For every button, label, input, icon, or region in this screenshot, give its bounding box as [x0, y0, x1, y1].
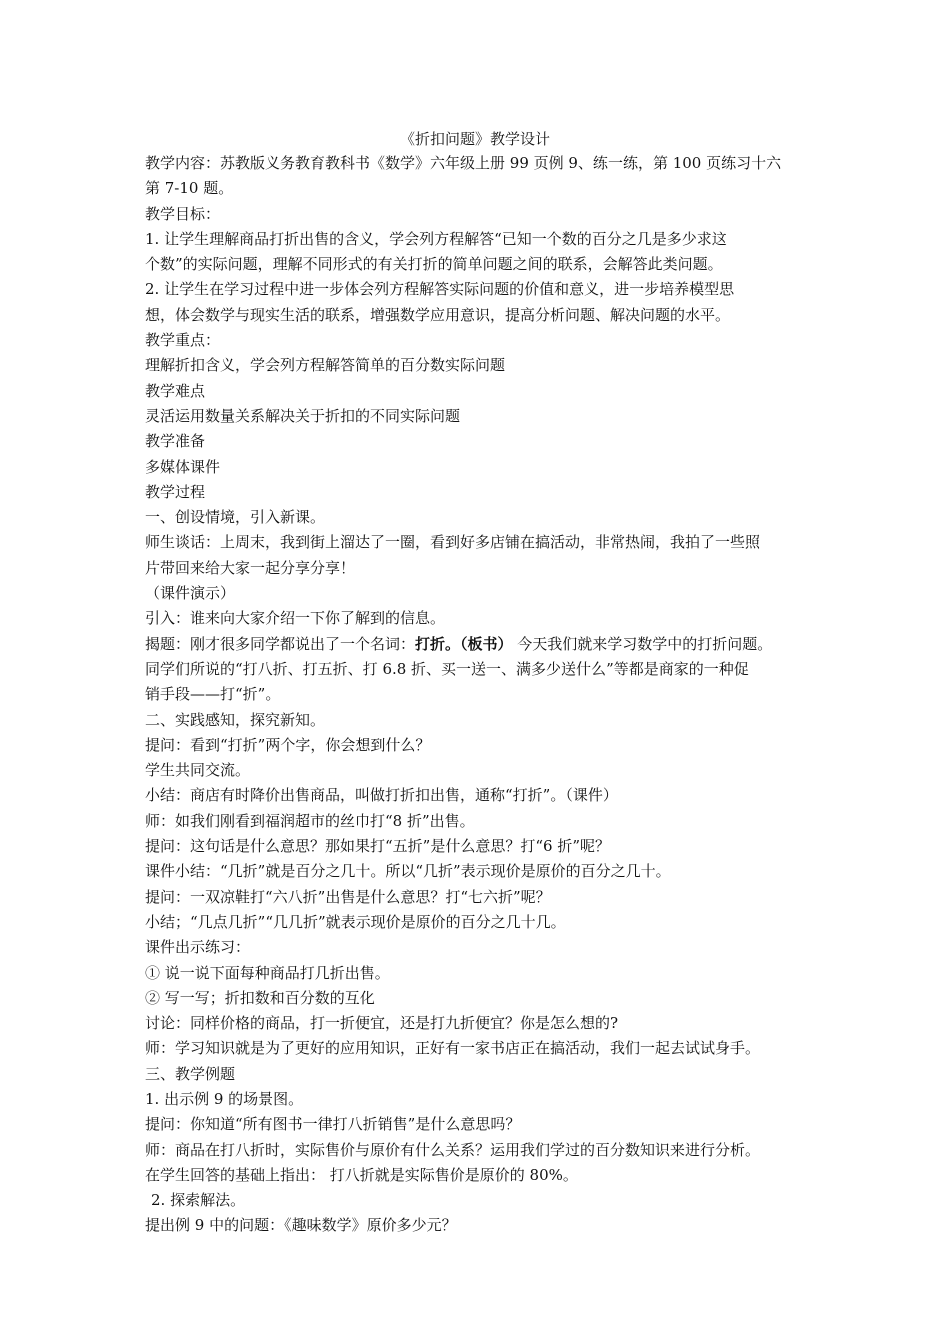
section-heading: 三、教学例题: [145, 1064, 236, 1083]
section-heading: 教学重点：: [145, 331, 221, 350]
text-line: 2. 探索解法。: [151, 1191, 246, 1210]
text-line: 在学生回答的基础上指出： 打八折就是实际售价是原价的 80%。: [145, 1165, 578, 1184]
section-heading: 教学难点: [145, 381, 206, 400]
list-item: ① 说一说下面每种商品打几折出售。: [145, 963, 390, 982]
text-line: 师：学习知识就是为了更好的应用知识，正好有一家书店正在搞活动，我们一起去试试身手。: [145, 1039, 761, 1058]
reveal-suffix: 今天我们就来学习数学中的打折问题。: [512, 634, 773, 653]
text-line: 个数”的实际问题，理解不同形式的有关打折的简单问题之间的联系，会解答此类问题。: [145, 255, 723, 274]
text-line: 提问：这句话是什么意思？那如果打“五折”是什么意思？打“6 折”呢？: [145, 837, 610, 856]
text-line: 小结；“几点几折”“几几折”就表示现价是原价的百分之几十几。: [145, 912, 566, 931]
text-line: 1. 出示例 9 的场景图。: [145, 1089, 304, 1108]
text-line: 讨论：同样价格的商品，打一折便宜，还是打九折便宜？你是怎么想的?: [145, 1014, 619, 1033]
reveal-topic-line: [145, 632, 835, 657]
text-line: 引入：谁来向大家介绍一下你了解到的信息。: [145, 609, 446, 628]
text-line: 1. 让学生理解商品打折出售的含义，学会列方程解答“已知一个数的百分之几是多少求这: [145, 229, 727, 248]
text-line: 师：商品在打八折时，实际售价与原价有什么关系？运用我们学过的百分数知识来进行分析。: [145, 1140, 761, 1159]
text-line: 2. 让学生在学习过程中进一步体会列方程解答实际问题的价值和意义，进一步培养模型思: [145, 280, 735, 299]
text-line: （课件演示）: [145, 584, 236, 603]
text-line: 想，体会数学与现实生活的联系，增强数学应用意识，提高分析问题、解决问题的水平。: [145, 305, 731, 324]
reveal-bold-keyword: 打折。（板书）: [415, 634, 513, 653]
text-line: 第 7-10 题。: [145, 179, 234, 198]
list-item: ② 写一写；折扣数和百分数的互化: [145, 988, 375, 1007]
text-line: 教学内容：苏教版义务教育教科书《数学》六年级上册 99 页例 9、练一练，第 100 页练习十六: [145, 154, 782, 172]
text-line: 灵活运用数量关系解决关于折扣的不同实际问题: [145, 406, 461, 425]
section-heading: 教学准备: [145, 432, 206, 451]
text-line: 学生共同交流。: [145, 761, 251, 780]
section-heading: 教学过程: [145, 482, 206, 501]
document-title: 《折扣问题》教学设计: [399, 130, 550, 148]
text-line: 提出例 9 中的问题：《趣味数学》原价多少元？: [145, 1216, 457, 1235]
text-line: 同学们所说的“打八折、打五折、打 6.8 折、买一送一、满多少送什么”等都是商家的一种促: [145, 659, 749, 678]
text-line: 课件出示练习：: [145, 938, 251, 957]
text-line: 小结：商店有时降价出售商品，叫做打折扣出售，通称“打折”。（课件）: [145, 786, 618, 805]
text-line: 课件小结：“几折”就是百分之几十。所以“几折”表示现价是原价的百分之几十。: [145, 862, 671, 881]
text-line: 提问：一双凉鞋打“六八折”出售是什么意思？打“七六折”呢？: [145, 887, 551, 906]
text-line: 提问：你知道“所有图书一律打八折销售”是什么意思吗？: [145, 1115, 521, 1134]
section-heading: 教学目标：: [145, 204, 221, 223]
text-line: 多媒体课件: [145, 457, 221, 476]
reveal-prefix: 揭题：刚才很多同学都说出了一个名词：: [145, 634, 416, 653]
document-body: [145, 151, 835, 1239]
text-line: 理解折扣含义，学会列方程解答简单的百分数实际问题: [145, 356, 506, 375]
section-heading: 二、实践感知，探究新知。: [145, 710, 326, 729]
text-line: 销手段——打“折”。: [145, 685, 281, 704]
text-line: 师生谈话：上周末，我到街上溜达了一圈，看到好多店铺在搞活动，非常热闹，我拍了一些照: [145, 533, 761, 552]
section-heading: 一、创设情境，引入新课。: [145, 508, 326, 527]
text-line: 片带回来给大家一起分享分享！: [145, 558, 356, 577]
text-line: 提问：看到“打折”两个字，你会想到什么？: [145, 735, 431, 754]
text-line: 师：如我们刚看到福润超市的丝巾打“8 折”出售。: [145, 811, 475, 830]
